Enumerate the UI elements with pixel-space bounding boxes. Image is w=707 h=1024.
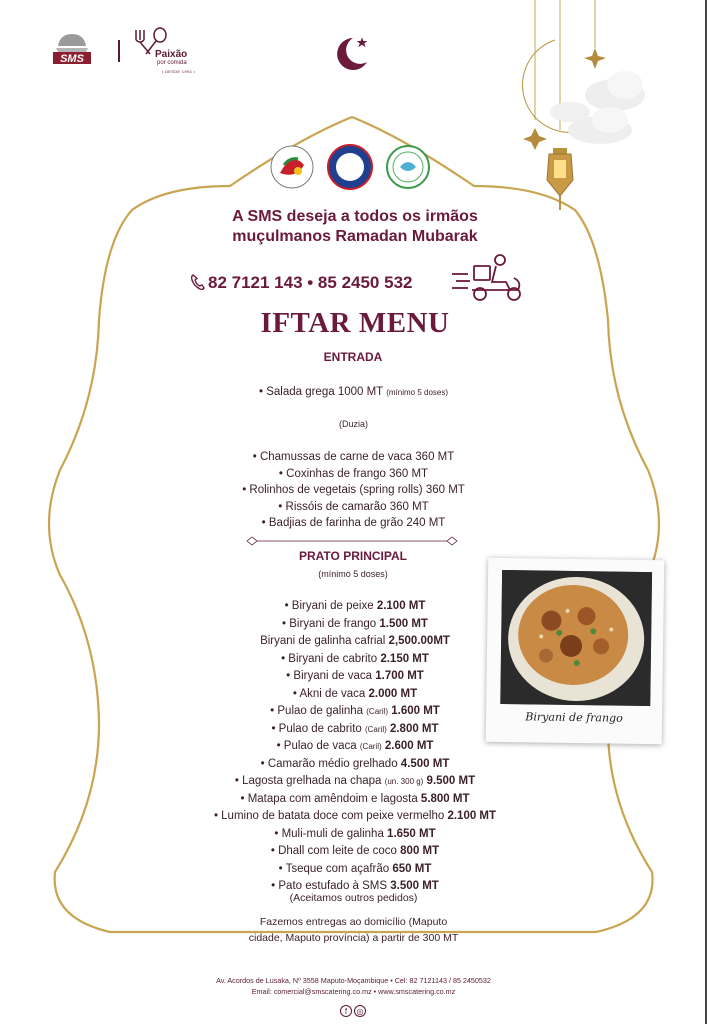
footer-contact: Email: comercial@smscatering.co.mz • www.smscatering.co.mz <box>251 987 456 996</box>
menu-item: • Coxinhas de frango 360 MT <box>278 467 429 480</box>
salada-note: (mínimo 5 doses) <box>386 388 448 397</box>
menu-item: • Muli-muli de galinha 1.650 MT <box>274 827 436 840</box>
menu-item: • Biryani de vaca 1.700 MT <box>286 670 424 682</box>
menu-item: • Rolinhos de vegetais (spring rolls) 360 MT <box>242 484 465 496</box>
menu-item: • Lagosta grelhada na chapa (un. 300 g) 9.500 MT <box>234 775 476 787</box>
greeting-line-2: muçulmanos Ramadan Mubarak <box>232 228 478 245</box>
instagram-icon[interactable]: ◎ <box>354 1005 366 1017</box>
menu-item: • Camarão médio grelhado 4.500 MT <box>260 757 450 770</box>
other-orders-note: (Aceitamos outros pedidos) <box>289 892 418 904</box>
ramadan-lantern-decoration <box>515 0 665 215</box>
menu-item: • Chamussas de carne de vaca 360 MT <box>252 451 455 463</box>
photo-caption: Biryani de frango <box>525 710 623 725</box>
paixao-logo <box>128 26 208 74</box>
menu-item: • Biryani de peixe 2.100 MT <box>284 600 426 612</box>
facebook-icon[interactable]: f <box>340 1005 352 1017</box>
certification-seals <box>270 143 435 191</box>
crescent-star-icon <box>335 34 375 74</box>
menu-item: • Dhall com leite de coco 800 MT <box>270 845 440 857</box>
menu-item: • Akni de vaca 2.000 MT <box>292 687 418 700</box>
menu-item: • Matapa com amêndoim e lagosta 5.800 MT <box>240 792 470 805</box>
duzia-label: (Duzia) <box>338 419 368 429</box>
phone-numbers: 82 7121 143 • 85 2450 532 <box>208 273 413 292</box>
entrada-list <box>150 449 557 532</box>
menu-item: • Badjias de farinha de grão 240 MT <box>261 517 446 529</box>
footer <box>120 975 587 997</box>
prato-principal-note: (mínimo 5 doses) <box>318 569 388 579</box>
biryani-photo <box>500 570 652 706</box>
menu-item-salada <box>150 384 557 402</box>
logo-separator <box>118 40 120 62</box>
footer-address: Av. Acordos de Lusaka, Nº 3558 Maputo-Moçambique • Cel: 82 7121143 / 85 2450532 <box>216 976 491 985</box>
menu-title: IFTAR MENU <box>260 307 450 339</box>
section-heading-entrada: ENTRADA <box>323 350 383 364</box>
dish-photo-card <box>486 558 665 744</box>
delivery-line-1: Fazemos entregas ao domicílio (Maputo <box>259 916 448 928</box>
menu-item: • Pulao de cabrito (Caril) 2.800 MT <box>271 722 439 735</box>
svg-text:SMS: SMS <box>60 53 84 65</box>
phone-contact <box>190 273 450 293</box>
ramadan-greeting <box>160 207 550 247</box>
paixao-logo-since: • DESDE 1993 • <box>162 69 196 74</box>
delivery-note <box>200 914 507 946</box>
menu-item: • Pulao de vaca (Caril) 2.600 MT <box>276 740 434 752</box>
menu-item: • Lumino de batata doce com peixe vermelho 2.100 MT <box>213 810 497 822</box>
menu-item: • Biryani de frango 1.500 MT <box>282 617 428 630</box>
section-divider <box>246 535 458 547</box>
paixao-logo-sub: por comida <box>157 60 187 66</box>
menu-item: • Rissóis de camarão 360 MT <box>278 500 429 513</box>
menu-item: • Pato estufado à SMS 3.500 MT <box>271 880 439 892</box>
menu-item: Biryani de galinha cafrial 2,500.00MT <box>260 635 450 647</box>
greeting-line-1: A SMS deseja a todos os irmãos <box>232 208 478 225</box>
delivery-line-2: cidade, Maputo província) a partir de 300 MT <box>248 932 459 944</box>
menu-item: • Biryani de cabrito 2.150 MT <box>281 652 429 665</box>
phone-icon <box>190 273 206 291</box>
salada-text: • Salada grega 1000 MT <box>258 386 383 398</box>
delivery-scooter-icon <box>450 252 528 304</box>
social-links <box>340 1001 370 1015</box>
menu-item: • Pulao de galinha (Caril) 1.600 MT <box>270 705 440 717</box>
paixao-logo-name: Paixão <box>155 49 188 60</box>
menu-item: • Tseque com açafrão 650 MT <box>278 862 432 875</box>
section-heading-prato-principal: PRATO PRINCIPAL <box>298 549 407 563</box>
sms-logo <box>50 30 94 66</box>
